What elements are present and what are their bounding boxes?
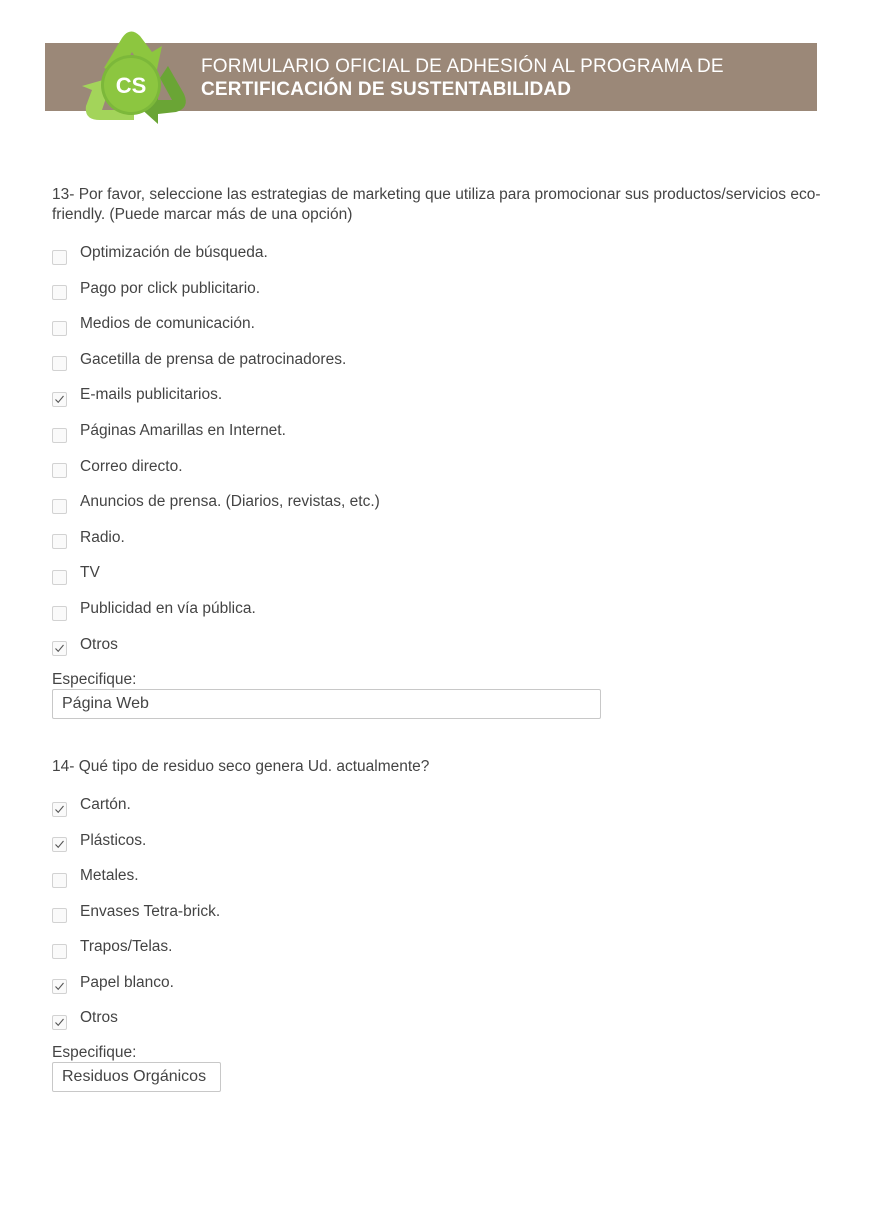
q13-option[interactable] xyxy=(52,385,222,405)
q13-option-label: Anuncios de prensa. (Diarios, revistas, etc.) xyxy=(80,493,380,511)
checkbox-unchecked[interactable] xyxy=(52,285,67,300)
checkbox-unchecked[interactable] xyxy=(52,250,67,265)
q13-option-label: Optimización de búsqueda. xyxy=(80,244,268,261)
q13-option[interactable] xyxy=(52,243,268,263)
q14-option-label: Otros xyxy=(80,1009,118,1026)
q14-specify-input[interactable]: Residuos Orgánicos xyxy=(52,1062,221,1092)
q14-option-label: Trapos/Telas. xyxy=(80,938,173,955)
q14-option[interactable] xyxy=(52,866,139,886)
checkmark-icon xyxy=(54,981,65,992)
checkbox-unchecked[interactable] xyxy=(52,534,67,549)
q13-option[interactable] xyxy=(52,279,260,299)
q13-option[interactable] xyxy=(52,421,286,441)
q13-option[interactable] xyxy=(52,528,125,548)
recycle-logo-icon xyxy=(74,28,190,142)
checkbox-unchecked[interactable] xyxy=(52,944,67,959)
q13-option[interactable] xyxy=(52,314,255,334)
checkbox-checked[interactable] xyxy=(52,979,67,994)
checkbox-unchecked[interactable] xyxy=(52,463,67,478)
checkbox-unchecked[interactable] xyxy=(52,908,67,923)
checkbox-checked[interactable] xyxy=(52,1015,67,1030)
q13-option-label: Radio. xyxy=(80,528,125,546)
q13-option[interactable] xyxy=(52,563,100,583)
checkmark-icon xyxy=(54,804,65,815)
checkmark-icon xyxy=(54,839,65,850)
q13-option[interactable] xyxy=(52,457,183,477)
q13-option[interactable] xyxy=(52,350,346,370)
q14-specify-label: Especifique: xyxy=(52,1044,137,1061)
title-line-2: CERTIFICACIÓN DE SUSTENTABILIDAD xyxy=(201,79,572,100)
q14-option[interactable] xyxy=(52,937,172,957)
checkbox-checked[interactable] xyxy=(52,802,67,817)
checkbox-unchecked[interactable] xyxy=(52,570,67,585)
title-line-1: FORMULARIO OFICIAL DE ADHESIÓN AL PROGRAMA DE xyxy=(201,56,724,77)
q13-option-label: E-mails publicitarios. xyxy=(80,386,223,404)
checkmark-icon xyxy=(54,643,65,654)
q13-option-label: Correo directo. xyxy=(80,457,183,475)
question-13: 13- Por favor, seleccione las estrategias de marketing que utiliza para promocionar sus productos/servicios eco-friendly. (Puede marcar más de una opción) xyxy=(52,186,821,223)
checkbox-unchecked[interactable] xyxy=(52,499,67,514)
checkbox-checked[interactable] xyxy=(52,641,67,656)
logo-text: CS xyxy=(115,73,147,98)
q14-option[interactable] xyxy=(52,902,220,922)
q13-option[interactable] xyxy=(52,635,118,655)
q13-option[interactable] xyxy=(52,599,256,619)
checkbox-unchecked[interactable] xyxy=(52,321,67,336)
q13-option-label: Gacetilla de prensa de patrocinadores. xyxy=(80,350,347,368)
q13-option-label: TV xyxy=(80,564,100,582)
q14-option[interactable] xyxy=(52,973,174,993)
checkbox-unchecked[interactable] xyxy=(52,873,67,888)
checkbox-unchecked[interactable] xyxy=(52,428,67,443)
q14-option[interactable] xyxy=(52,795,131,815)
checkmark-icon xyxy=(54,394,65,405)
q14-option-label: Cartón. xyxy=(80,796,131,813)
q14-option-label: Envases Tetra-brick. xyxy=(80,902,221,920)
q14-option-label: Metales. xyxy=(80,867,139,884)
q13-option-label: Pago por click publicitario. xyxy=(80,279,261,297)
q13-option-label: Páginas Amarillas en Internet. xyxy=(80,422,286,439)
q14-option-label: Plásticos. xyxy=(80,831,147,849)
q14-option-label: Papel blanco. xyxy=(80,973,174,991)
q14-option[interactable] xyxy=(52,831,146,851)
q13-specify-label: Especifique: xyxy=(52,671,137,688)
question-14: 14- Qué tipo de residuo seco genera Ud. actualmente? xyxy=(52,758,430,775)
q13-option[interactable] xyxy=(52,492,380,512)
q13-option-label: Otros xyxy=(80,635,118,653)
checkbox-checked[interactable] xyxy=(52,392,67,407)
q13-option-label: Medios de comunicación. xyxy=(80,315,255,333)
q14-option[interactable] xyxy=(52,1008,118,1028)
q13-option-label: Publicidad en vía pública. xyxy=(80,600,256,617)
q13-specify-input[interactable]: Página Web xyxy=(52,689,601,719)
page-title xyxy=(201,55,724,101)
checkbox-unchecked[interactable] xyxy=(52,606,67,621)
checkbox-unchecked[interactable] xyxy=(52,356,67,371)
checkbox-checked[interactable] xyxy=(52,837,67,852)
checkmark-icon xyxy=(54,1017,65,1028)
